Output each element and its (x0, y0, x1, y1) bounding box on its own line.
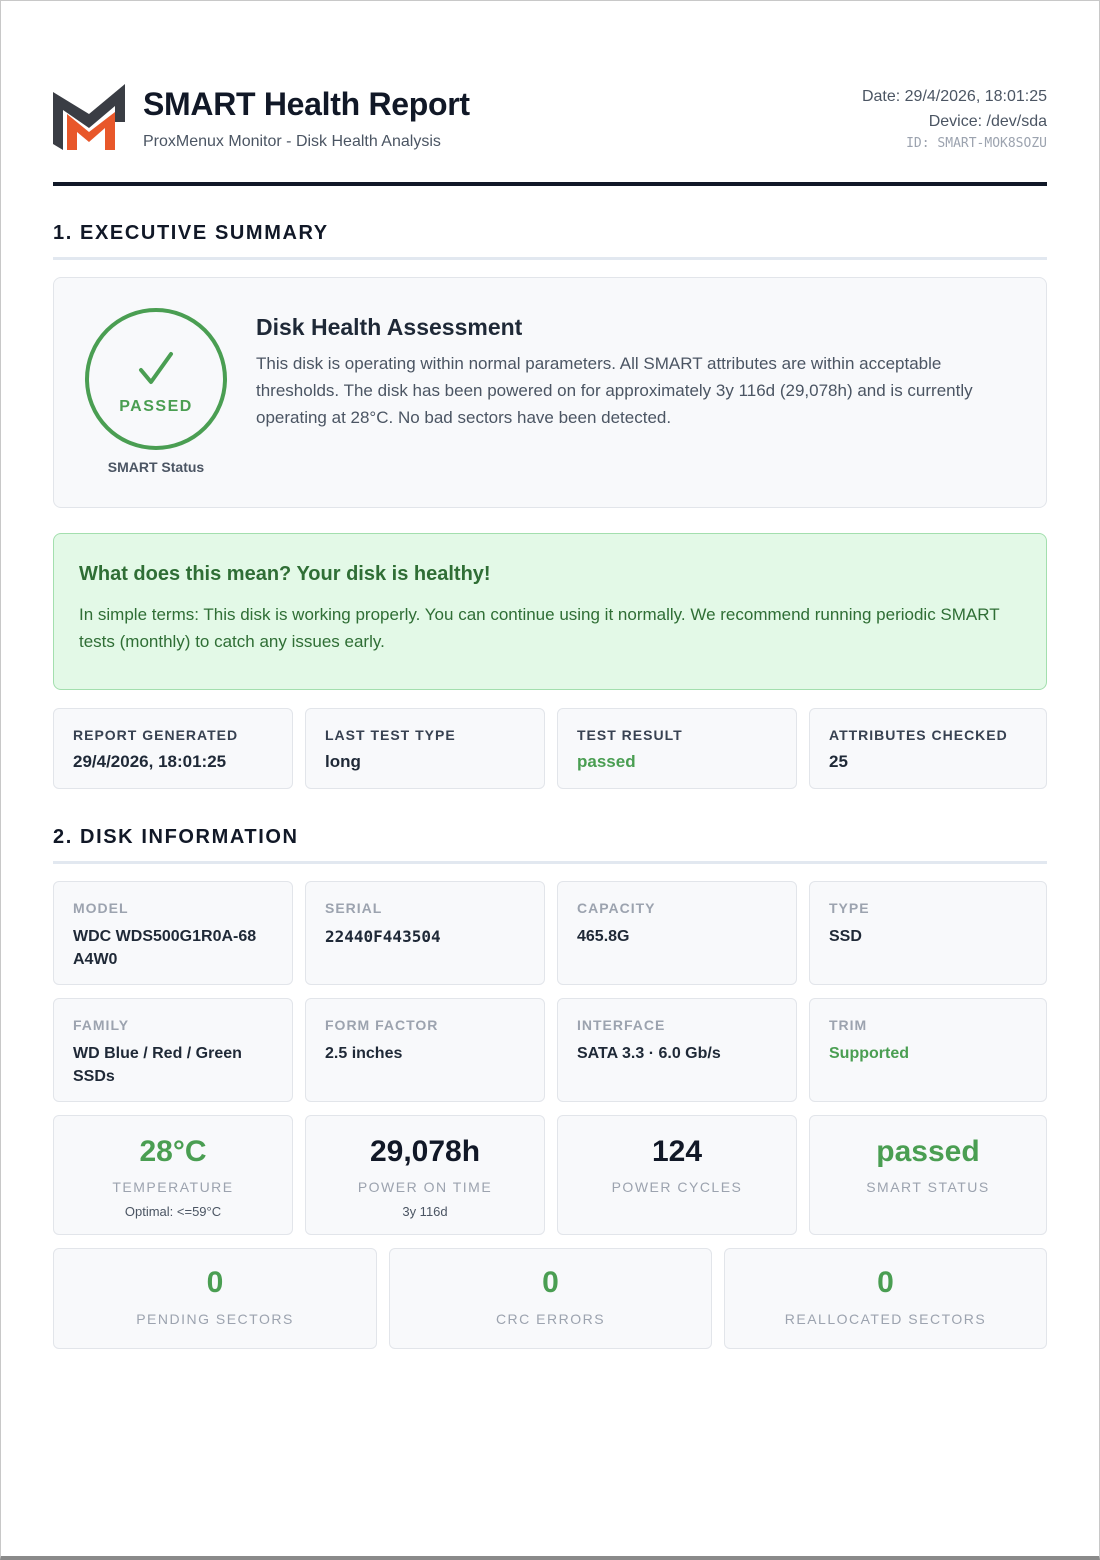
info-value: 465.8G (577, 928, 630, 945)
card-value: passed (577, 752, 636, 771)
health-assessment-panel (53, 277, 1047, 508)
stat-label: POWER CYCLES (611, 1179, 743, 1195)
proxmenux-logo-icon (53, 84, 125, 150)
info-card-trim (809, 998, 1047, 1102)
info-label: FORM FACTOR (325, 1017, 439, 1033)
stat-sub: 3y 116d (402, 1204, 448, 1219)
report-id: ID: SMART-MOK8SOZU (906, 136, 1047, 151)
info-card-serial (305, 881, 545, 985)
info-label: CAPACITY (577, 900, 656, 916)
summary-card-attributes-checked (809, 708, 1047, 789)
card-label: TEST RESULT (577, 727, 683, 743)
info-card-type (809, 881, 1047, 985)
stat-card-power-on-time (305, 1115, 545, 1235)
info-label: TYPE (829, 900, 870, 916)
info-value: WDC WDS500G1R0A-68A4W0 (73, 928, 257, 968)
stat-value: 124 (651, 1135, 703, 1168)
stat-value: 0 (206, 1266, 224, 1299)
assessment-text: This disk is operating within normal parameters. All SMART attributes are within acceptable thresholds. The disk has been powered on for approximately 3y 116d (29,078h) and is currently operating at 28°C. No bad sectors have been detected. (256, 354, 973, 427)
stat-label: POWER ON TIME (357, 1179, 493, 1195)
info-label: TRIM (829, 1017, 868, 1033)
stat-value: 0 (877, 1266, 894, 1299)
stat-card-pending-sectors (53, 1248, 377, 1349)
stat-card-temperature (53, 1115, 293, 1235)
report-header (53, 82, 1047, 186)
info-label: SERIAL (325, 900, 383, 916)
info-card-capacity (557, 881, 797, 985)
card-value: long (325, 752, 361, 771)
stat-label: TEMPERATURE (112, 1179, 234, 1195)
smart-status-ring (85, 308, 227, 450)
info-card-form-factor (305, 998, 545, 1102)
report-meta (862, 84, 1047, 154)
info-value: SATA 3.3 · 6.0 Gb/s (577, 1045, 721, 1062)
card-label: REPORT GENERATED (73, 727, 239, 743)
info-label: FAMILY (73, 1017, 130, 1033)
info-label: INTERFACE (577, 1017, 666, 1033)
report-date: Date: 29/4/2026, 18:01:25 (861, 88, 1047, 105)
summary-card-report-generated (53, 708, 293, 789)
meaning-text: In simple terms: This disk is working properly. You can continue using it normally. We recommend running periodic SMART tests (monthly) to catch any issues early. (79, 605, 1000, 651)
stat-sub: Optimal: <=59°C (124, 1204, 222, 1219)
info-label: MODEL (73, 900, 129, 916)
card-label: ATTRIBUTES CHECKED (829, 727, 1008, 743)
stat-card-crc-errors (389, 1248, 712, 1349)
info-value: Supported (829, 1045, 909, 1062)
meaning-title: What does this mean? Your disk is healthy! (79, 563, 491, 585)
stat-label: PENDING SECTORS (136, 1311, 294, 1327)
card-label: LAST TEST TYPE (325, 727, 456, 743)
card-value: 25 (829, 752, 848, 771)
stat-value: 0 (542, 1266, 559, 1299)
info-value: WD Blue / Red / Green SSDs (73, 1045, 242, 1085)
stat-card-power-cycles (557, 1115, 797, 1235)
info-card-family (53, 998, 293, 1102)
checkmark-icon (137, 350, 175, 388)
health-meaning-callout (53, 533, 1047, 690)
stat-label: SMART STATUS (866, 1179, 990, 1195)
section-executive-summary: 1. EXECUTIVE SUMMARY (53, 222, 1047, 260)
info-value: 22440F443504 (325, 927, 441, 946)
summary-card-test-result (557, 708, 797, 789)
stat-card-smart-status (809, 1115, 1047, 1235)
stat-value: 28°C (139, 1135, 207, 1168)
stat-label: REALLOCATED SECTORS (784, 1311, 987, 1327)
stat-value: passed (876, 1135, 980, 1168)
info-value: SSD (829, 928, 862, 945)
report-device: Device: /dev/sda (928, 113, 1047, 130)
report-title: SMART Health Report (143, 86, 470, 122)
stat-value: 29,078h (369, 1135, 481, 1168)
assessment-title: Disk Health Assessment (256, 314, 523, 340)
card-value: 29/4/2026, 18:01:25 (73, 752, 227, 771)
stat-label: CRC ERRORS (495, 1311, 606, 1327)
summary-card-last-test-type (305, 708, 545, 789)
stat-card-reallocated-sectors (724, 1248, 1047, 1349)
section-disk-information: 2. DISK INFORMATION (53, 826, 1047, 864)
report-subtitle: ProxMenux Monitor - Disk Health Analysis (143, 133, 441, 150)
info-value: 2.5 inches (325, 1045, 403, 1062)
smart-status-caption: SMART Status (107, 459, 205, 475)
info-card-model (53, 881, 293, 985)
info-card-interface (557, 998, 797, 1102)
smart-status-label: PASSED (119, 398, 193, 415)
